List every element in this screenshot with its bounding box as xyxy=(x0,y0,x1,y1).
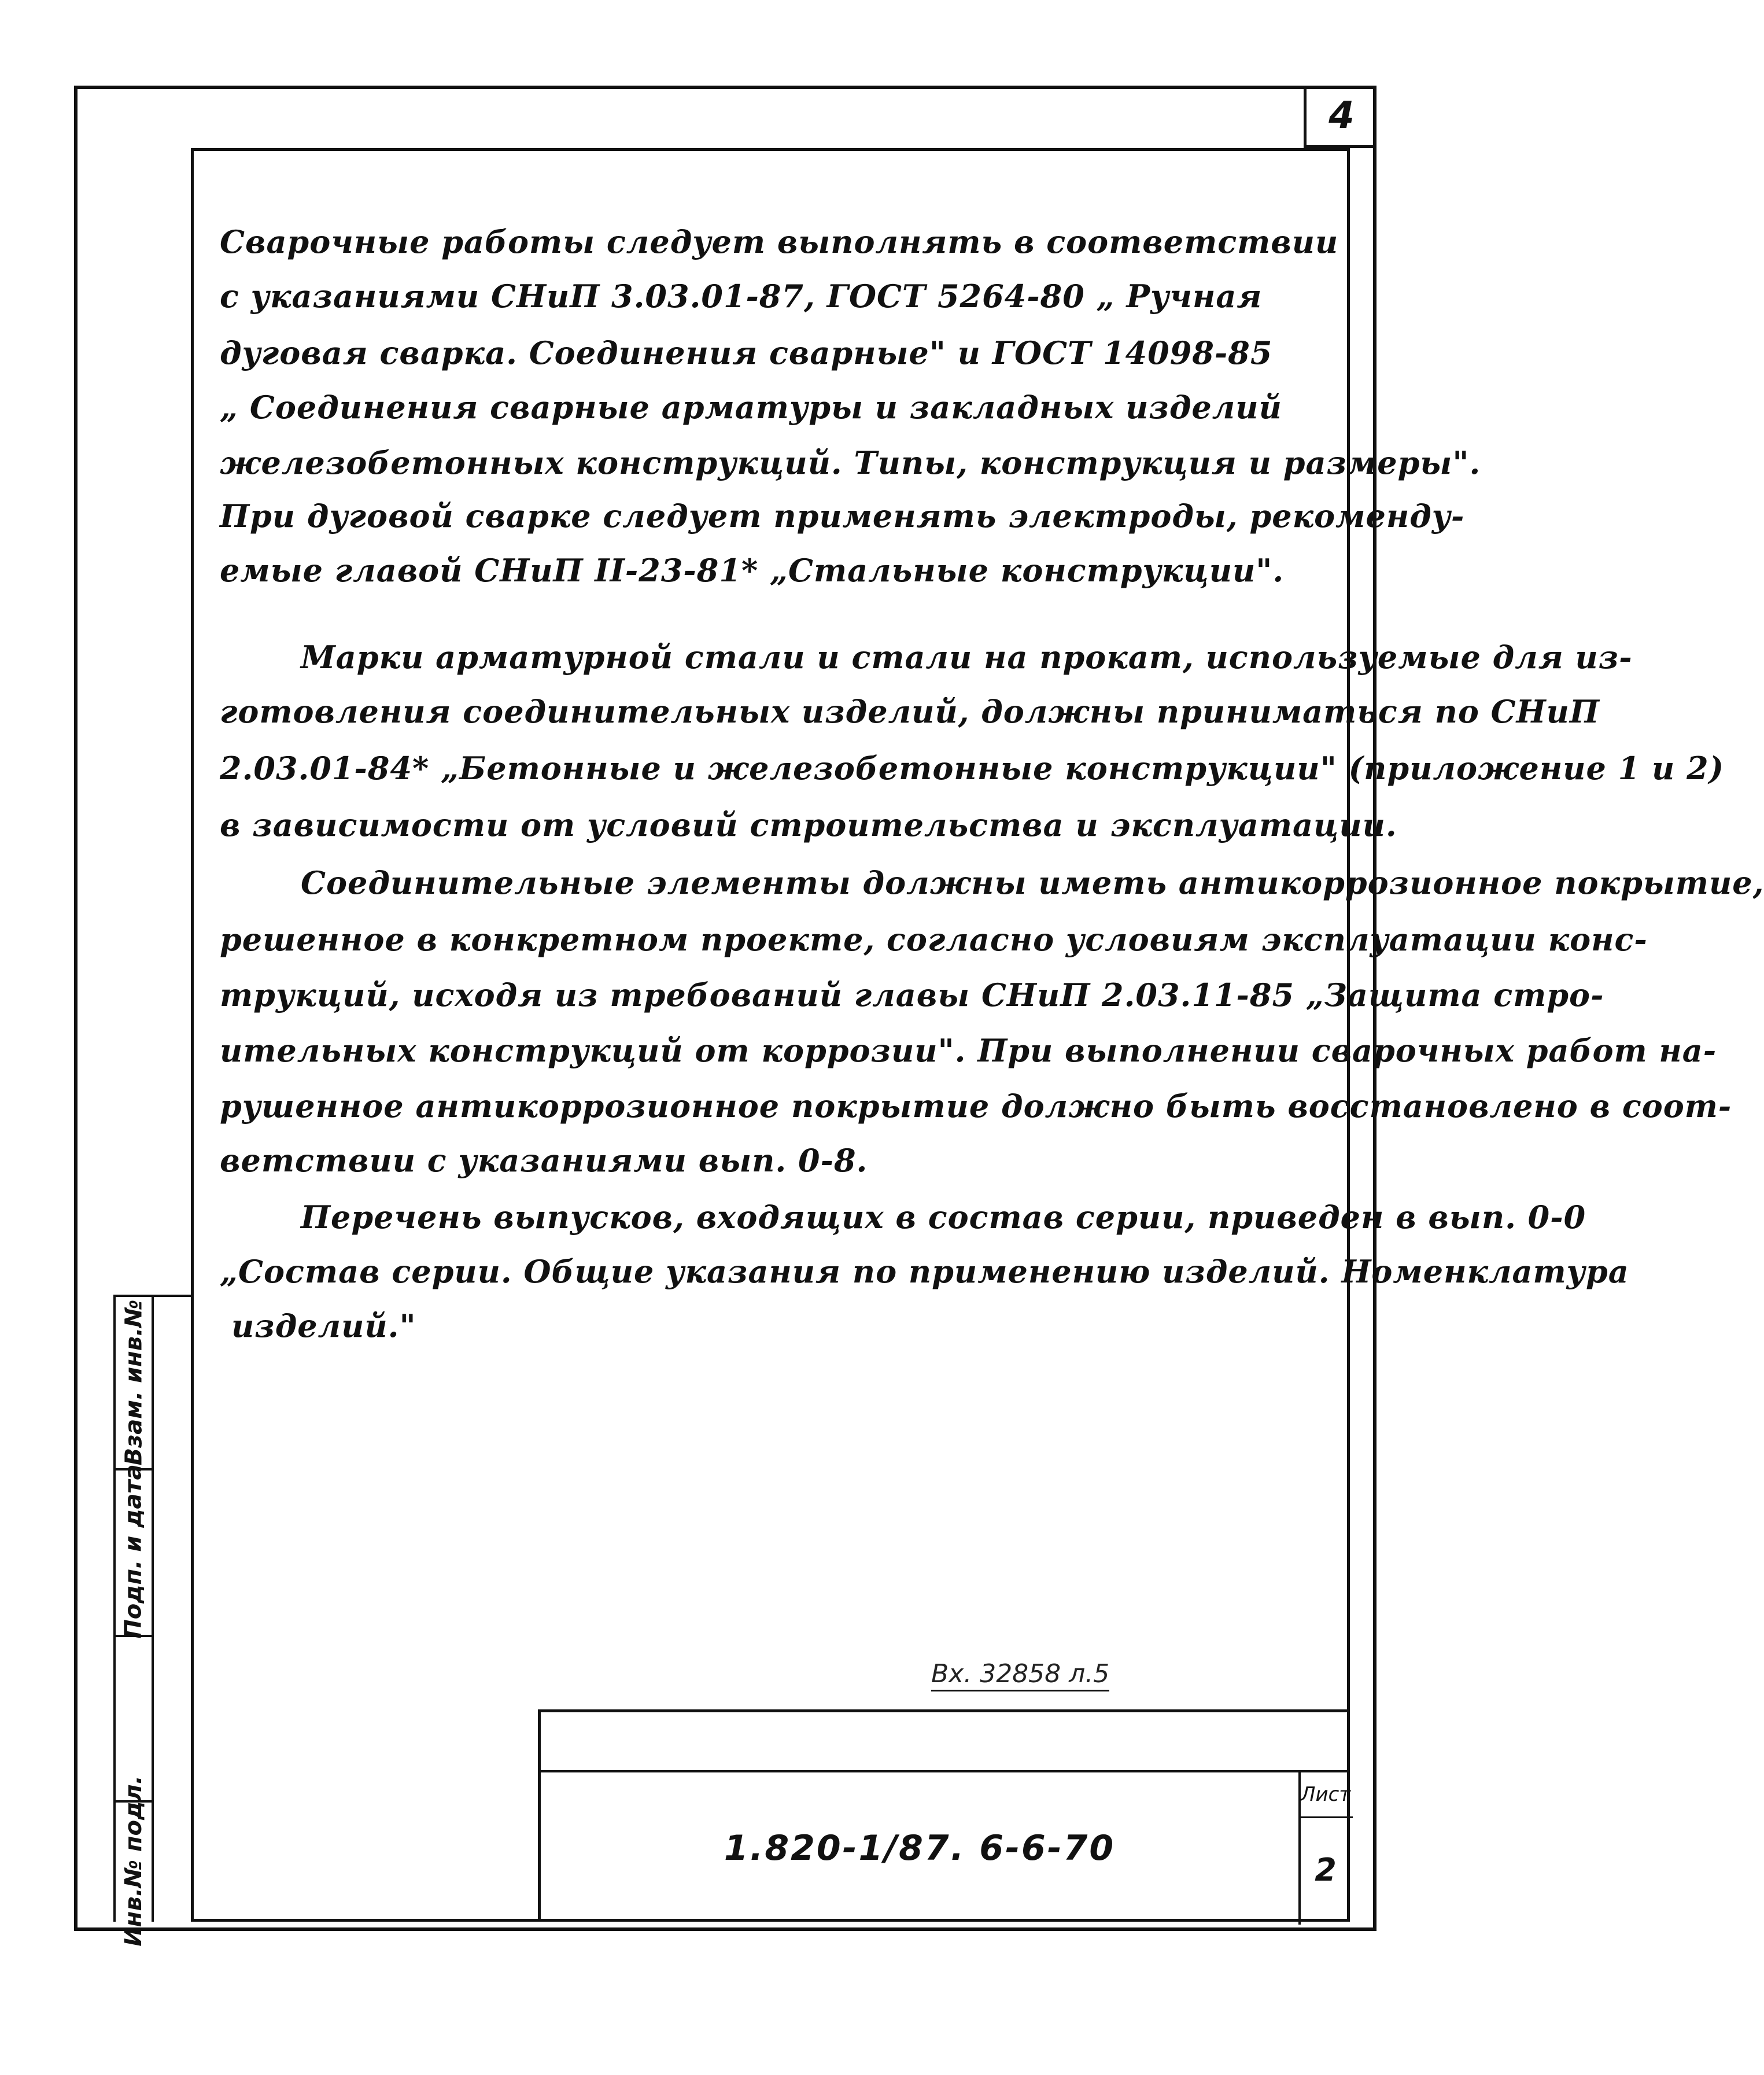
side-field-replace xyxy=(117,1297,150,1468)
text-line: готовления соединительных изделий, должны приниматься по СНиП xyxy=(220,693,1600,730)
document-code: 1.820-1/87. 6-6-70 xyxy=(724,1828,1116,1868)
text-line: емые главой СНиП II-23-81* „Стальные конструкции". xyxy=(220,552,1285,589)
text-line: „ Соединения сварные арматуры и закладных изделий xyxy=(220,389,1282,426)
side-field-inv-orig-label: Инв.№ подл. xyxy=(120,1775,147,1947)
text-line: трукций, исходя из требований главы СНиП 2.03.11-85 „Защита стро- xyxy=(220,976,1604,1013)
title-block-divider xyxy=(541,1770,1350,1772)
side-stamp-strip xyxy=(113,1295,191,1947)
text-line: изделий." xyxy=(231,1307,416,1344)
text-line: ветствии с указаниями вып. 0-8. xyxy=(220,1142,868,1179)
text-line: „Состав серии. Общие указания по применению изделий. Номенклатура xyxy=(220,1253,1629,1290)
corner-page-number-box xyxy=(1304,86,1376,148)
text-line: дуговая сварка. Соединения сварные" и ГОСТ 14098-85 xyxy=(220,334,1273,371)
text-line: в зависимости от условий строительства и эксплуатации. xyxy=(220,806,1397,843)
side-field-sign-date xyxy=(117,1464,150,1639)
text-line: Марки арматурной стали и стали на прокат, используемые для из- xyxy=(301,639,1633,676)
text-line: рушенное антикоррозионное покрытие должно быть восстановлено в соот- xyxy=(220,1088,1732,1125)
title-block xyxy=(538,1709,1350,1922)
text-line: Соединительные элементы должны иметь антикоррозионное покрытие, xyxy=(301,864,1764,901)
corner-page-number: 4 xyxy=(1328,94,1355,137)
title-block-divider xyxy=(1298,1816,1353,1818)
text-line: Сварочные работы следует выполнять в соответствии xyxy=(220,223,1339,260)
side-divider xyxy=(152,1297,154,1922)
sheet-number: 2 xyxy=(1315,1851,1337,1888)
side-field-inv-orig xyxy=(117,1775,150,1947)
text-line: решенное в конкретном проекте, согласно условиям эксплуатации конс- xyxy=(220,921,1648,958)
text-line: При дуговой сварке следует применять электроды, рекоменду- xyxy=(220,497,1465,535)
text-line: с указаниями СНиП 3.03.01-87, ГОСТ 5264-80 „ Ручная xyxy=(220,278,1263,315)
sheet-label: Лист xyxy=(1300,1783,1351,1806)
text-line: ительных конструкций от коррозии". При выполнении сварочных работ на- xyxy=(220,1032,1717,1069)
side-field-sign-date-label: Подп. и дата xyxy=(120,1464,147,1639)
side-field-replace-label: Взам. инв.№ xyxy=(120,1299,147,1466)
inventory-note: Вх. 32858 л.5 xyxy=(931,1659,1109,1691)
text-line: Перечень выпусков, входящих в состав серии, приведен в вып. 0-0 xyxy=(301,1199,1586,1236)
text-line: 2.03.01-84* „Бетонные и железобетонные конструкции" (приложение 1 и 2) xyxy=(220,750,1725,787)
text-line: железобетонных конструкций. Типы, конструкция и размеры". xyxy=(220,444,1481,481)
